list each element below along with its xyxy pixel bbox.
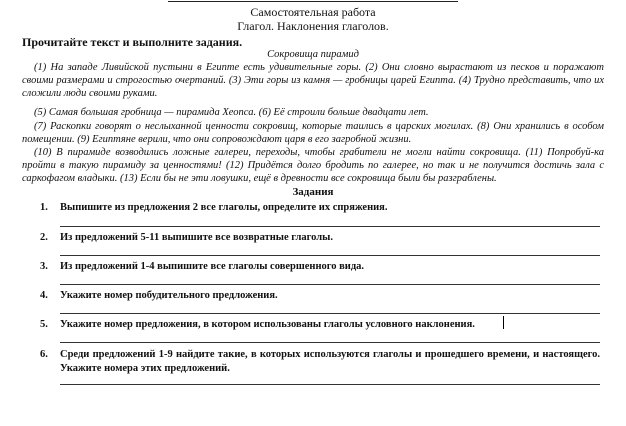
answer-line[interactable] xyxy=(60,226,600,227)
text-paragraph: (5) Самая большая гробница — пирамида Хеопса. (6) Её строили больше двадцати лет. xyxy=(34,107,429,118)
answer-line[interactable] xyxy=(60,284,600,285)
instruction: Прочитайте текст и выполните задания. xyxy=(22,35,243,49)
top-divider xyxy=(168,1,458,2)
answer-line[interactable] xyxy=(60,342,600,343)
task-number: 4. xyxy=(40,290,48,301)
task-text: Укажите номер побудительного предложения. xyxy=(60,290,278,301)
task-number: 1. xyxy=(40,202,48,213)
task-text: Выпишите из предложения 2 все глаголы, определите их спряжения. xyxy=(60,202,388,213)
text-title: Сокровища пирамид xyxy=(267,49,359,60)
task-text: Из предложений 1-4 выпишите все глаголы совершенного вида. xyxy=(60,261,365,272)
text-paragraph: (1) На западе Ливийской пустыни в Египте есть удивительные горы. (2) Они словно вырастают из песков и поражают своими размерами и строгостью очертаний. (3) Эти горы из камня — гробницы царей Египта. (4) Трудно представить, что их сложили люди своими руками. xyxy=(22,62,604,99)
work-title: Самостоятельная работа xyxy=(250,5,376,19)
task-text: Среди предложений 1-9 найдите такие, в которых используются глаголы и прошедшего времени, и настоящего. Укажите номера этих предложений. xyxy=(60,349,600,374)
text-paragraph: (10) В пирамиде возводились ложные галереи, переходы, чтобы грабители не могли найти сокровища. (11) Попробуй-ка пройти в такую пирамиду за ценностями! (12) Придётся долго бродить по галерее, но так и не получится достичь зала с саркофагом владыки. (13) Если бы не эти ловушки, ещё в древности все сокровища были бы разграблены. xyxy=(22,147,604,184)
answer-line[interactable] xyxy=(60,313,600,314)
answer-line[interactable] xyxy=(60,255,600,256)
work-subtitle: Глагол. Наклонения глаголов. xyxy=(237,19,389,33)
answer-line[interactable] xyxy=(60,384,600,385)
task-text: Из предложений 5-11 выпишите все возвратные глаголы. xyxy=(60,232,333,243)
tasks-heading: Задания xyxy=(292,186,334,198)
task-number: 2. xyxy=(40,232,48,243)
task-number: 6. xyxy=(40,349,48,360)
text-paragraph: (7) Раскопки говорят о неслыханной ценности сокровищ, которые таились в царских могилах. (8) Они хранились в особом помещении. (9) Египтяне верили, что они сопровождают царя в его загробной жизни. xyxy=(22,121,604,145)
task-number: 3. xyxy=(40,261,48,272)
text-cursor xyxy=(503,316,504,329)
task-text: Укажите номер предложения, в котором использованы глаголы условного наклонения. xyxy=(60,319,475,330)
task-number: 5. xyxy=(40,319,48,330)
